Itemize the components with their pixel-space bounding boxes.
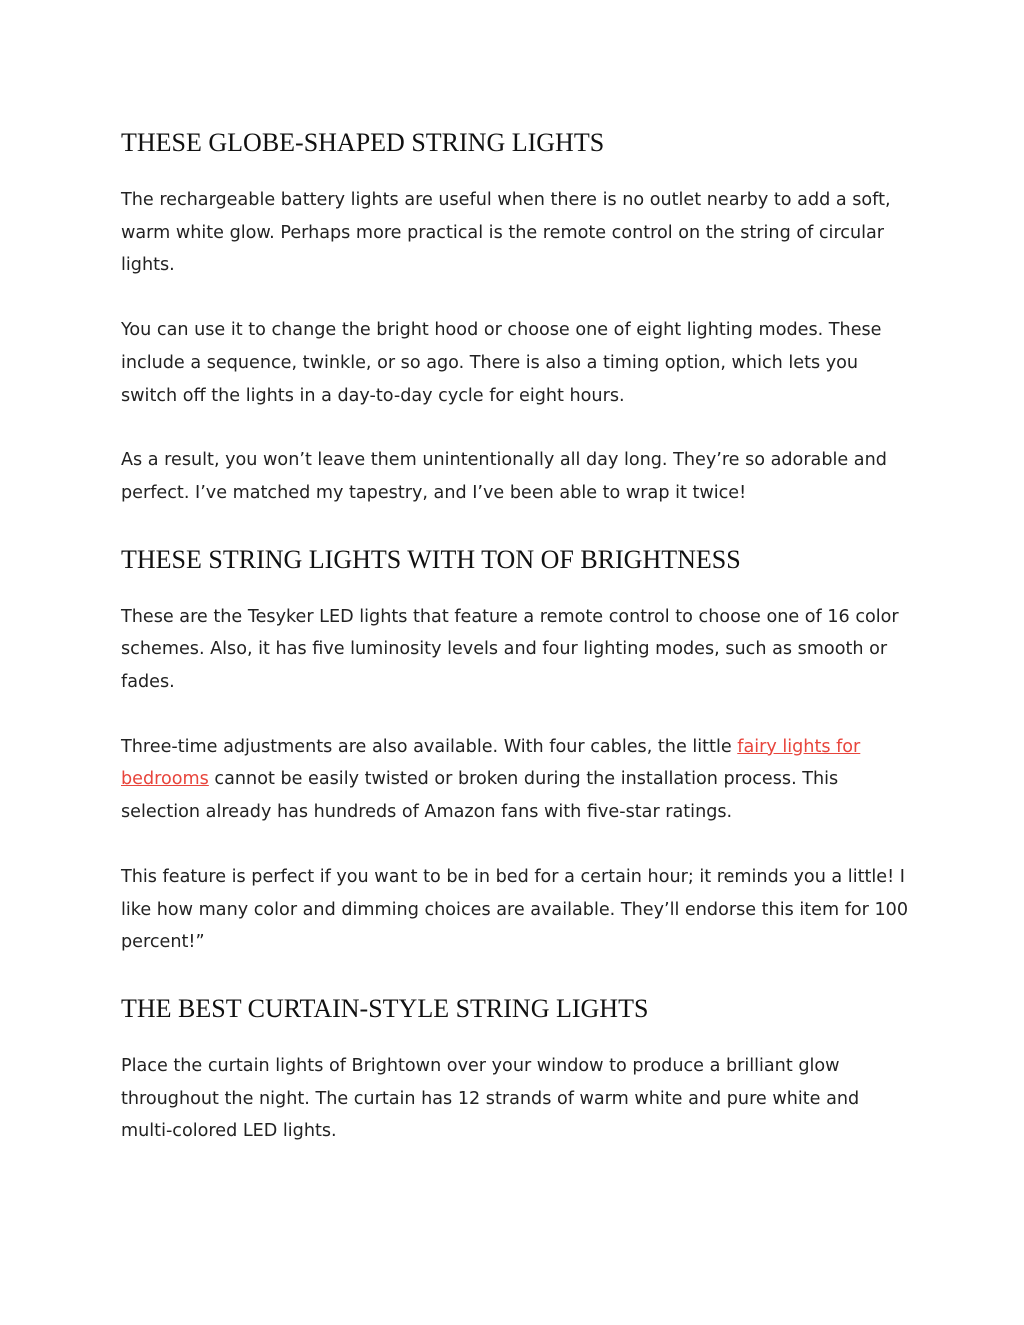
section-heading-globe-lights: THESE GLOBE-SHAPED STRING LIGHTS — [121, 128, 605, 157]
paragraph-text: cannot be easily twisted or broken during the installation process. This selection already has hundreds of Amazon fans with five-star ratings. — [121, 769, 839, 823]
paragraph-with-link — [121, 731, 911, 829]
paragraph: This feature is perfect if you want to be in bed for a certain hour; it reminds you a little! I like how many color and dimming choices are available. They’ll endorse this item for 100 percent!” — [121, 866, 909, 953]
document-page — [121, 0, 911, 1148]
paragraph: Place the curtain lights of Brightown over your window to produce a brilliant glow throughout the night. The curtain has 12 strands of warm white and pure white and multi-colored LED lights. — [121, 1055, 860, 1142]
paragraph: The rechargeable battery lights are useful when there is no outlet nearby to add a soft, warm white glow. Perhaps more practical is the remote control on the string of circular lights. — [121, 190, 891, 276]
fairy-lights-link[interactable]: fairy lights for bedrooms — [121, 736, 861, 790]
section-heading-brightness-lights: THESE STRING LIGHTS WITH TON OF BRIGHTNESS — [121, 544, 741, 574]
paragraph-text: Three-time adjustments are also available. With four cables, the little — [121, 736, 738, 757]
section-heading-curtain-lights: THE BEST CURTAIN-STYLE STRING LIGHTS — [121, 993, 649, 1023]
paragraph: These are the Tesyker LED lights that feature a remote control to choose one of 16 color schemes. Also, it has five luminosity levels and four lighting modes, such as smooth or fades. — [121, 606, 899, 693]
paragraph: As a result, you won’t leave them unintentionally all day long. They’re so adorable and perfect. I’ve matched my tapestry, and I’ve been able to wrap it twice! — [121, 450, 887, 503]
paragraph: You can use it to change the bright hood or choose one of eight lighting modes. These include a sequence, twinkle, or so ago. There is also a timing option, which lets you switch off the lights in a day-to-day cycle for eight hours. — [121, 320, 882, 406]
